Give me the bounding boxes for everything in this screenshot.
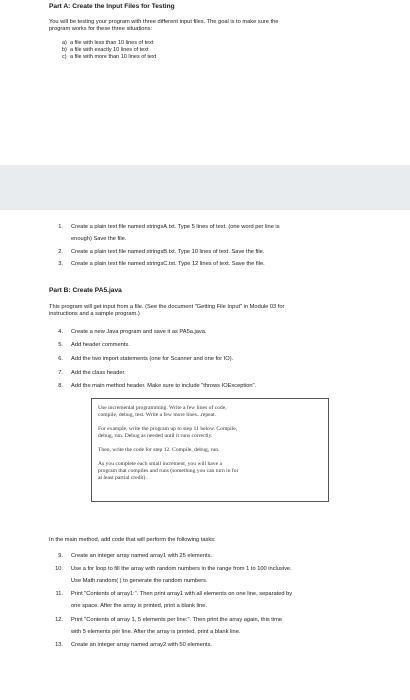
- page-separator: [0, 165, 410, 210]
- part-a-heading: Part A: Create the Input Files for Testing: [49, 3, 175, 10]
- part-a-intro-line1: You will be testing your program with three different input files. The goal is to make sure the: [49, 19, 279, 25]
- situation-item: a) a file with less than 10 lines of text: [62, 40, 154, 46]
- part-b-heading: Part B: Create PA5.java: [49, 287, 122, 294]
- note-text: debug, run. Debug as needed until it runs correctly.: [98, 433, 213, 439]
- situation-item: b) a file with exactly 10 lines of text: [62, 47, 149, 53]
- note-text: Use incremental programming. Write a few lines of code,: [98, 405, 227, 411]
- part-b-intro-line2: instructions and a sample program.): [49, 311, 140, 317]
- note-text: As you complete each small increment, you will have a: [98, 461, 222, 467]
- page-top: [0, 0, 410, 165]
- note-text: program that compiles and runs (something you can turn in for: [98, 468, 239, 474]
- note-text: at least partial credit).: [98, 475, 147, 481]
- situation-item: c) a file with more than 10 lines of text: [62, 54, 157, 60]
- part-b-intro-line1: This program will get input from a file. (See the document "Getting File Input" in Module 03 for: [49, 304, 285, 310]
- note-text: compile, debug, test. Write a few more lines...repeat.: [98, 412, 217, 418]
- part-a-intro-line2: program works for these three situations:: [49, 26, 153, 32]
- note-text: For example, write the program up to step 11 below. Compile,: [98, 426, 238, 432]
- tasks-intro: In the main method, add code that will perform the following tasks:: [49, 537, 216, 543]
- note-text: Then, write the code for step 12. Compile, debug, run.: [98, 447, 220, 453]
- incremental-programming-note: [91, 398, 329, 502]
